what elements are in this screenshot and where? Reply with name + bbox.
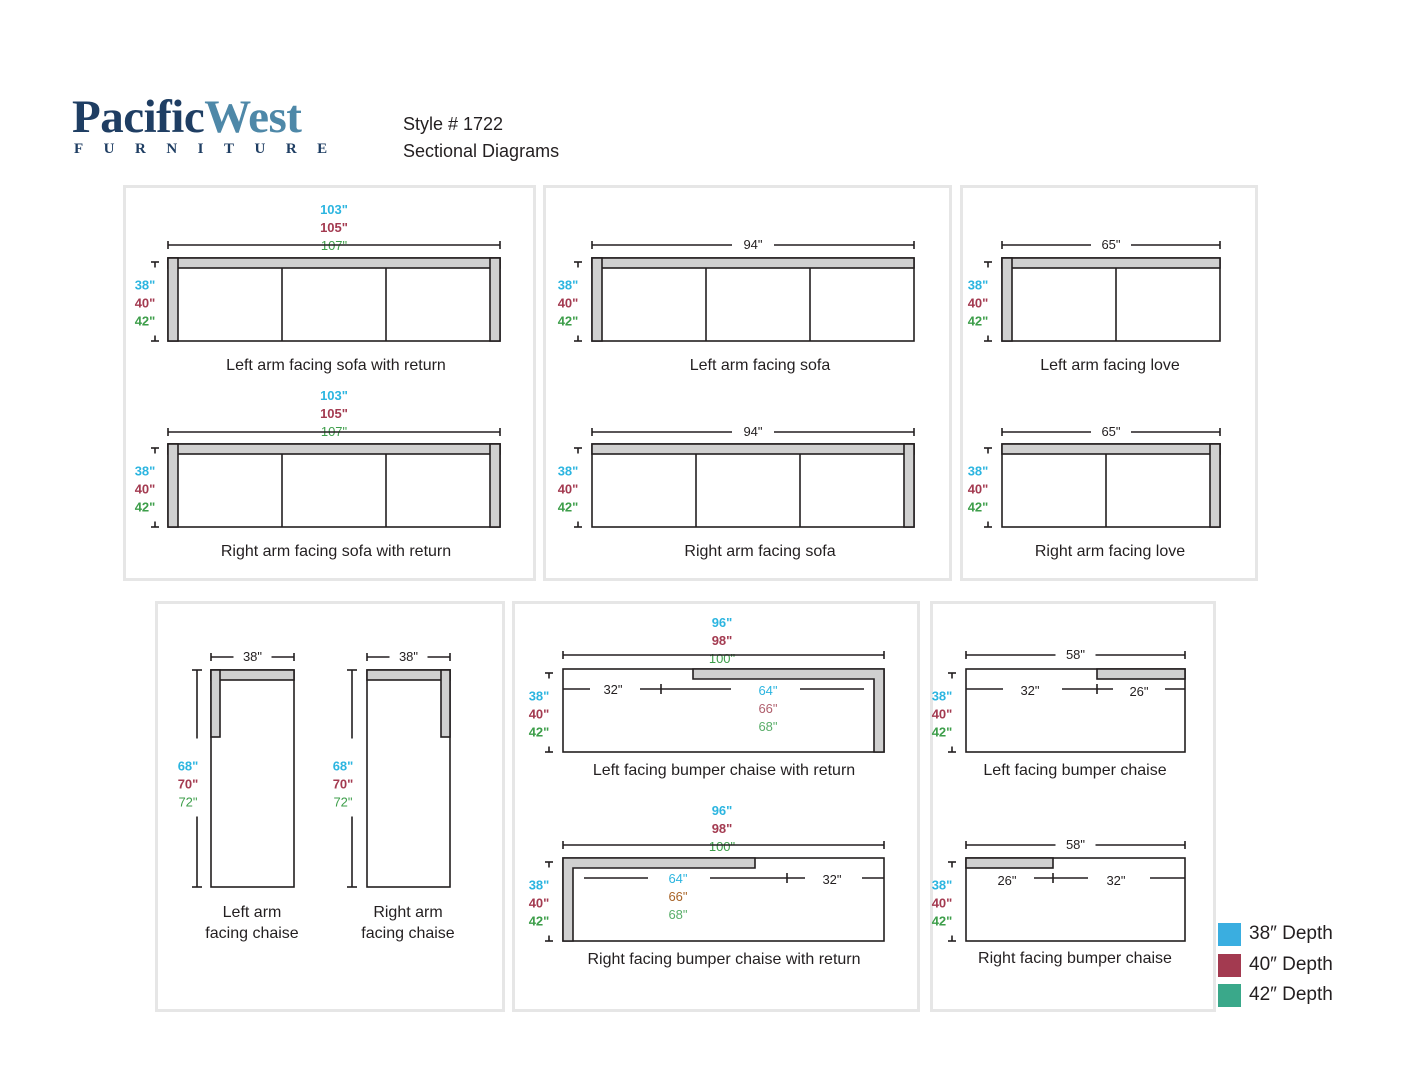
depth-label: 40" xyxy=(931,895,953,911)
depth-label: 42" xyxy=(557,313,579,329)
sofa-outline xyxy=(168,258,500,341)
width-label: 98" xyxy=(711,633,733,648)
segment-label: 64" xyxy=(668,871,688,886)
width-label: 103" xyxy=(320,202,348,217)
length-label: 70" xyxy=(332,776,354,792)
caption-right-chaise: Right arm xyxy=(373,904,443,921)
caption-left-bumper: Left facing bumper chaise xyxy=(983,762,1167,779)
sofa-back xyxy=(168,444,500,454)
depth-label: 42" xyxy=(967,313,989,329)
legend-label: 40″ Depth xyxy=(1249,954,1333,975)
segment-label: 32" xyxy=(1020,683,1040,698)
depth-label: 42" xyxy=(931,913,953,929)
sofa-outline xyxy=(592,258,914,341)
depth-label: 38" xyxy=(967,463,989,479)
depth-label: 40" xyxy=(134,295,156,311)
depth-label: 42" xyxy=(528,724,550,740)
caption-right-sofa: Right arm facing sofa xyxy=(684,543,836,560)
length-label: 70" xyxy=(177,776,199,792)
sofa-arm-left xyxy=(168,258,178,341)
width-label: 65" xyxy=(1101,424,1121,439)
length-label: 72" xyxy=(333,794,353,810)
caption-left-chaise: Left arm xyxy=(222,904,282,921)
depth-label: 38" xyxy=(931,688,953,704)
chaise-back xyxy=(367,670,450,680)
bumper-outline xyxy=(966,858,1185,941)
legend-label: 42″ Depth xyxy=(1249,984,1333,1005)
chaise-back xyxy=(211,670,294,680)
depth-label: 40" xyxy=(557,481,579,497)
legend-40-depth xyxy=(1218,953,1333,977)
width-label: 105" xyxy=(320,220,348,235)
caption-right-sofa-return: Right arm facing sofa with return xyxy=(220,543,452,560)
bumper-back xyxy=(1097,669,1185,679)
segment-label: 32" xyxy=(1106,873,1126,888)
style-number: Style # 1722 xyxy=(403,114,504,134)
width-label: 58" xyxy=(1065,647,1086,662)
depth-label: 40" xyxy=(134,481,156,497)
depth-label: 38" xyxy=(557,277,579,293)
width-label: 65" xyxy=(1101,237,1121,252)
chaise-arm-left xyxy=(211,670,220,737)
caption-right-chaise: facing chaise xyxy=(361,925,455,942)
width-label: 107" xyxy=(320,238,348,253)
page-subtitle: Sectional Diagrams xyxy=(403,141,560,161)
width-label: 94" xyxy=(743,424,763,439)
legend-42-depth xyxy=(1218,983,1333,1007)
sofa-back xyxy=(168,258,500,268)
depth-label: 38" xyxy=(528,877,550,893)
legend-38-depth xyxy=(1218,922,1333,946)
depth-label: 40" xyxy=(528,895,550,911)
chaise-outline xyxy=(367,670,450,887)
legend-swatch xyxy=(1218,923,1241,946)
width-label: 100" xyxy=(708,839,736,854)
width-label: 38" xyxy=(242,649,263,664)
depth-label: 38" xyxy=(967,277,989,293)
segment-label: 68" xyxy=(668,907,688,922)
legend-swatch xyxy=(1218,954,1241,977)
sofa-back xyxy=(1002,258,1220,268)
sofa-outline xyxy=(1002,258,1220,341)
chaise-arm-right xyxy=(441,670,450,737)
depth-label: 40" xyxy=(557,295,579,311)
segment-label: 26" xyxy=(1129,684,1149,699)
caption-left-bumper-return: Left facing bumper chaise with return xyxy=(592,762,856,779)
sofa-back xyxy=(592,258,914,268)
depth-label: 38" xyxy=(134,463,156,479)
width-label: 96" xyxy=(711,803,733,818)
depth-label: 42" xyxy=(134,313,156,329)
segment-label: 68" xyxy=(758,719,778,734)
legend-swatch xyxy=(1218,984,1241,1007)
segment-label: 66" xyxy=(668,889,688,904)
caption-left-sofa: Left arm facing sofa xyxy=(689,357,831,374)
sofa-back xyxy=(592,444,914,454)
width-label: 107" xyxy=(320,424,348,439)
depth-label: 38" xyxy=(528,688,550,704)
depth-label: 40" xyxy=(931,706,953,722)
bumper-outline xyxy=(966,669,1185,752)
caption-right-bumper: Right facing bumper chaise xyxy=(978,950,1172,967)
sofa-outline xyxy=(1002,444,1220,527)
depth-label: 42" xyxy=(931,724,953,740)
caption-left-chaise: facing chaise xyxy=(205,925,299,942)
depth-label: 42" xyxy=(557,499,579,515)
segment-label: 64" xyxy=(758,683,778,698)
width-label: 58" xyxy=(1065,837,1086,852)
width-label: 96" xyxy=(711,615,733,630)
depth-label: 38" xyxy=(557,463,579,479)
segment-label: 26" xyxy=(997,873,1017,888)
sofa-outline xyxy=(592,444,914,527)
sofa-arm-left xyxy=(168,444,178,527)
segment-label: 32" xyxy=(822,872,842,887)
depth-label: 40" xyxy=(967,295,989,311)
logo-part2: West xyxy=(204,91,302,143)
depth-label: 40" xyxy=(967,481,989,497)
legend-label: 38″ Depth xyxy=(1249,923,1333,944)
sofa-arm-left xyxy=(592,258,602,341)
segment-label: 66" xyxy=(758,701,778,716)
length-label: 68" xyxy=(332,758,354,774)
sofa-arm-right xyxy=(490,444,500,527)
bumper-back xyxy=(966,858,1053,868)
depth-label: 38" xyxy=(134,277,156,293)
width-label: 103" xyxy=(320,388,348,403)
width-label: 100" xyxy=(708,651,736,666)
segment-label: 32" xyxy=(603,682,623,697)
depth-label: 42" xyxy=(967,499,989,515)
sofa-arm-right xyxy=(904,444,914,527)
bumper-outline xyxy=(563,858,884,941)
depth-label: 42" xyxy=(134,499,156,515)
caption-left-love: Left arm facing love xyxy=(1040,357,1180,374)
logo-part1: Pacific xyxy=(72,91,205,143)
logo-subtitle: FURNITURE xyxy=(74,141,348,157)
sofa-arm-right xyxy=(1210,444,1220,527)
width-label: 94" xyxy=(743,237,763,252)
depth-label: 38" xyxy=(931,877,953,893)
depth-label: 40" xyxy=(528,706,550,722)
caption-right-bumper-return: Right facing bumper chaise with return xyxy=(587,951,861,968)
width-label: 105" xyxy=(320,406,348,421)
sofa-outline xyxy=(168,444,500,527)
sofa-arm-left xyxy=(1002,258,1012,341)
width-label: 38" xyxy=(398,649,419,664)
length-label: 68" xyxy=(177,758,199,774)
width-label: 98" xyxy=(711,821,733,836)
caption-right-love: Right arm facing love xyxy=(1034,543,1186,560)
caption-left-sofa-return: Left arm facing sofa with return xyxy=(226,357,446,374)
sofa-back xyxy=(1002,444,1220,454)
length-label: 72" xyxy=(178,794,198,810)
sofa-arm-right xyxy=(490,258,500,341)
chaise-outline xyxy=(211,670,294,887)
depth-label: 42" xyxy=(528,913,550,929)
